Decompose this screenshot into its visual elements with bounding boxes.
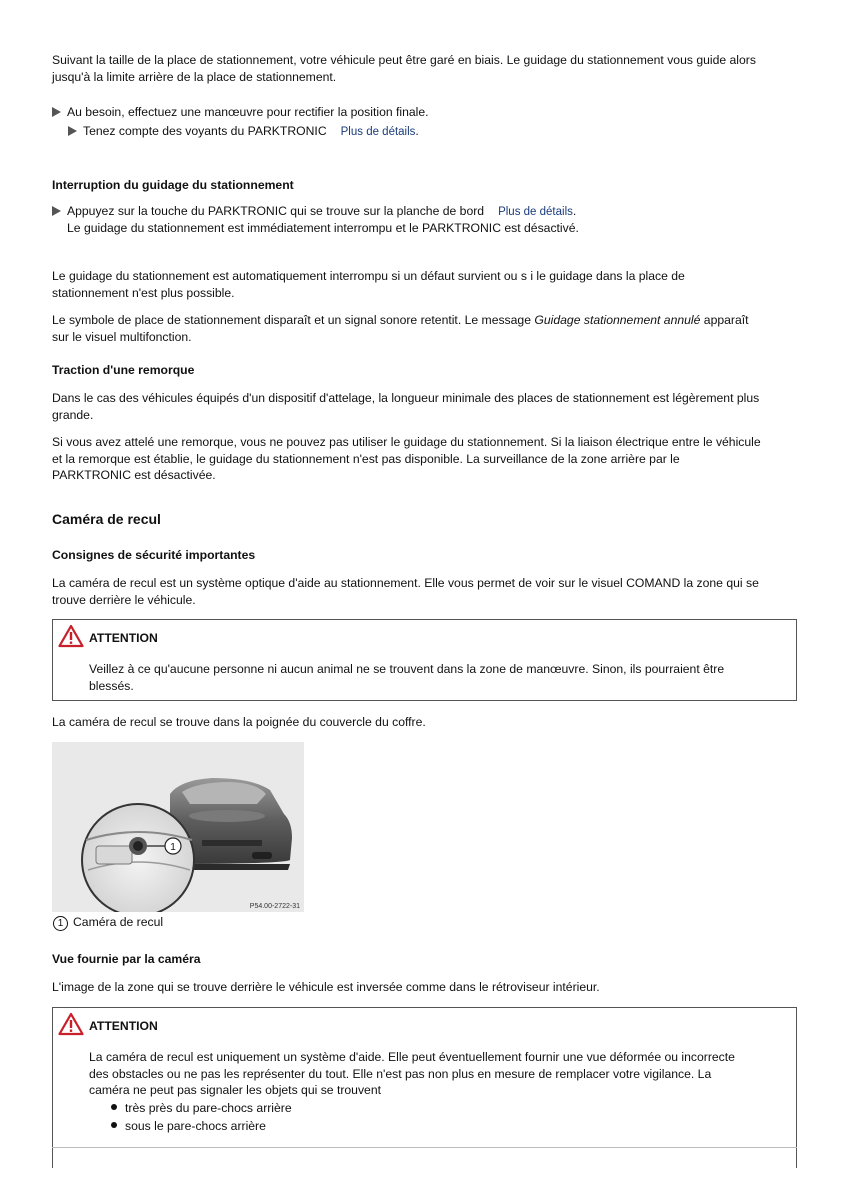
paragraph (52, 575, 797, 608)
warning-box (52, 1007, 797, 1168)
step-result: Le guidage du stationnement est immédiatement interrompu et le PARKTRONIC est désactivé. (67, 221, 579, 235)
intro-line: jusqu'à la limite arrière de la place de stationnement. (52, 69, 337, 84)
paragraph-line: trouve derrière le véhicule. (52, 592, 196, 607)
warning-label: ATTENTION (89, 631, 158, 645)
warning-text (89, 1049, 779, 1135)
step-item (52, 104, 429, 121)
message-name: Guidage stationnement annulé (534, 313, 701, 327)
paragraph (52, 312, 797, 345)
callout-number: 1 (53, 916, 68, 931)
warning-triangle-icon (58, 624, 84, 648)
step-item (52, 203, 576, 221)
figure-caption (53, 914, 163, 931)
bullet-icon (111, 1104, 117, 1110)
section-heading-safety: Consignes de sécurité importantes (52, 548, 256, 562)
paragraph: L'image de la zone qui se trouve derrière le véhicule est inversée comme dans le rétroviseur intérieur. (52, 980, 600, 994)
paragraph-line: grande. (52, 407, 94, 422)
step-arrow-icon (52, 107, 61, 117)
section-title-camera: Caméra de recul (52, 511, 161, 527)
punctuation: . (415, 124, 419, 138)
step-arrow-icon (52, 206, 61, 216)
step-text: Tenez compte des voyants du PARKTRONIC (83, 124, 327, 138)
car-rear-illustration (52, 742, 304, 912)
paragraph-line: sur le visuel multifonction. (52, 329, 192, 344)
paragraph: La caméra de recul se trouve dans la poignée du couvercle du coffre. (52, 715, 426, 729)
warning-line: La caméra de recul est uniquement un système d'aide. Elle peut éventuellement fournir une vue déformée ou incorrecte (89, 1050, 735, 1064)
paragraph (52, 390, 797, 423)
sub-step-item (68, 123, 419, 141)
figure-callout: 1 (170, 842, 176, 853)
step-arrow-icon (68, 126, 77, 136)
figure-code: P54.00-2722-31 (249, 903, 300, 910)
punctuation: . (572, 204, 577, 218)
step-text: Appuyez sur la touche du PARKTRONIC qui se trouve sur la planche de bord (67, 204, 485, 218)
section-heading-interruption: Interruption du guidage du stationnement (52, 178, 294, 192)
warning-triangle-icon (58, 1012, 84, 1036)
caption-text: Caméra de recul (73, 915, 164, 929)
bullet-item (111, 1118, 779, 1135)
page-divider (52, 1147, 797, 1148)
bullet-icon (111, 1122, 117, 1128)
paragraph-line (52, 312, 797, 329)
bullet-text: très près du pare-chocs arrière (125, 1100, 292, 1115)
warning-text (89, 661, 779, 694)
details-link[interactable]: Plus de détails (498, 206, 573, 218)
section-heading-remorque: Traction d'une remorque (52, 363, 195, 377)
warning-box (52, 619, 797, 701)
bullet-item (111, 1100, 779, 1117)
camera-location-figure (52, 742, 304, 912)
text: Le symbole de place de stationnement disparaît et un signal sonore retentit. Le message (52, 313, 535, 327)
step-text: Au besoin, effectuez une manœuvre pour rectifier la position finale. (67, 105, 429, 119)
details-link[interactable]: Plus de détails (340, 126, 416, 138)
paragraph-line: Le guidage du stationnement est automatiquement interrompu si un défaut survient ou s i le guidage dans la place de (52, 269, 685, 283)
warning-label: ATTENTION (89, 1019, 158, 1033)
warning-line: blessés. (89, 678, 134, 693)
bullet-text: sous le pare-chocs arrière (125, 1119, 266, 1133)
warning-line: Veillez à ce qu'aucune personne ni aucun animal ne se trouvent dans la zone de manœuvre. Sinon, ils pourraient être (89, 662, 725, 676)
paragraph-line: stationnement n'est plus possible. (52, 285, 235, 300)
paragraph-line: Si vous avez attelé une remorque, vous ne pouvez pas utiliser le guidage du stationnement. Si la liaison électrique entre le véhicule (52, 435, 761, 449)
paragraph (52, 268, 797, 301)
warning-line: des obstacles ou ne pas les représenter du tout. Elle n'est pas non plus en mesure de remplacer votre vigilance. La (89, 1066, 712, 1081)
paragraph-line: La caméra de recul est un système optique d'aide au stationnement. Elle vous permet de voir sur le visuel COMAND la zone qui se (52, 576, 759, 590)
paragraph-line: Dans le cas des véhicules équipés d'un dispositif d'attelage, la longueur minimale des places de stationnement est légèrement plus (52, 391, 760, 405)
warning-line: caméra ne peut pas signaler les objets qui se trouvent (89, 1083, 381, 1097)
text: apparaît (700, 313, 749, 327)
paragraph-line: PARKTRONIC est désactivée. (52, 468, 216, 482)
paragraph (52, 434, 797, 484)
paragraph-line: et la remorque est établie, le guidage du stationnement n'est pas disponible. La surveillance de la zone arrière par le (52, 451, 680, 466)
intro-line: Suivant la taille de la place de stationnement, votre véhicule peut être garé en biais. Le guidage du stationnement vous guide alors (52, 53, 756, 67)
section-heading-view: Vue fournie par la caméra (52, 952, 201, 966)
intro-paragraph (52, 52, 797, 85)
